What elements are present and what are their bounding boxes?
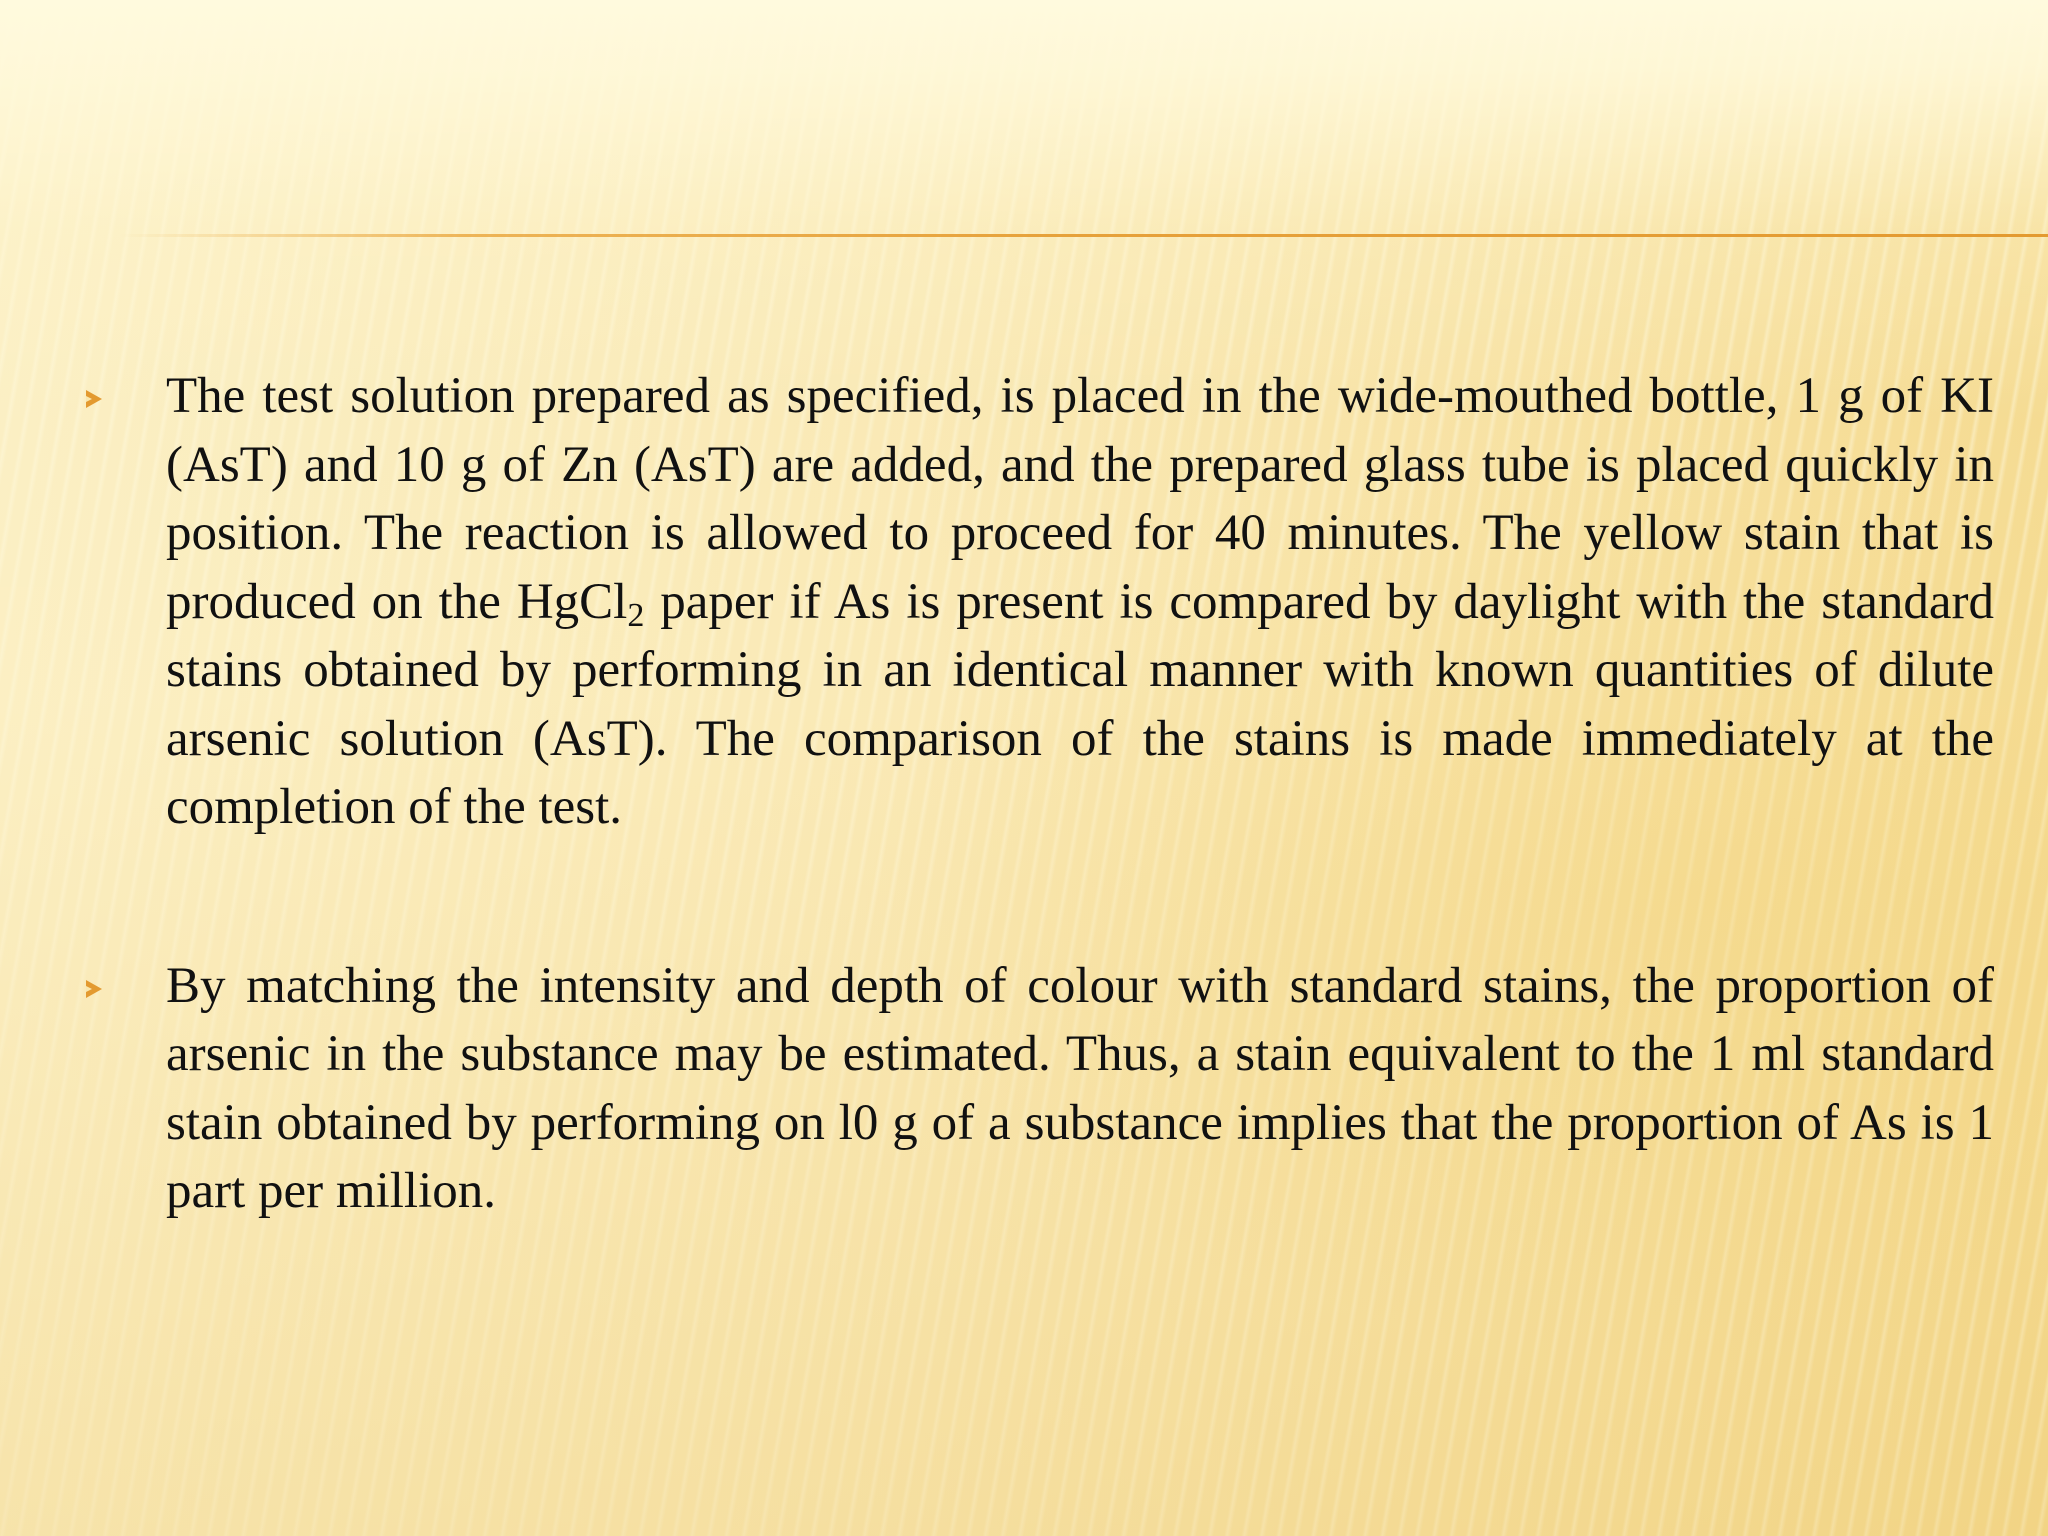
bullet-text: By matching the intensity and depth of colour with standard stains, the proportion of arsenic in the substance may be estimated. Thus, a stain equivalent to the 1 ml standard stain obtained by performing on l0 g of a substance implies that the proportion of As is 1 part per million. bbox=[166, 957, 1994, 1219]
arrow-bullet-icon bbox=[86, 980, 102, 998]
bullet-item-estimation bbox=[86, 952, 1994, 1226]
bullet-list bbox=[86, 362, 1994, 1336]
bullet-item-test-procedure bbox=[86, 362, 1994, 842]
bullet-text-part: The test solution prepared as specified, is placed in the wide-mouthed bottle, 1 g of KI (AsT) and 10 g of Zn (AsT) are added, and the prepared glass tube is placed quickly in position. The reaction is allowed to proceed for 40 minutes. The yellow stain that is produced on the HgCl bbox=[166, 368, 1994, 630]
bullet-text bbox=[166, 362, 1994, 842]
bullet-text-part: paper if As is present is compared by daylight with the standard stains obtained by performing in an identical manner with known quantities of dilute arsenic solution (AsT). The comparison of the stains is made immediately at the completion of the test. bbox=[166, 573, 1994, 835]
title-divider-line bbox=[120, 234, 2048, 237]
arrow-bullet-icon bbox=[86, 390, 102, 408]
subscript-text: 2 bbox=[627, 596, 645, 634]
